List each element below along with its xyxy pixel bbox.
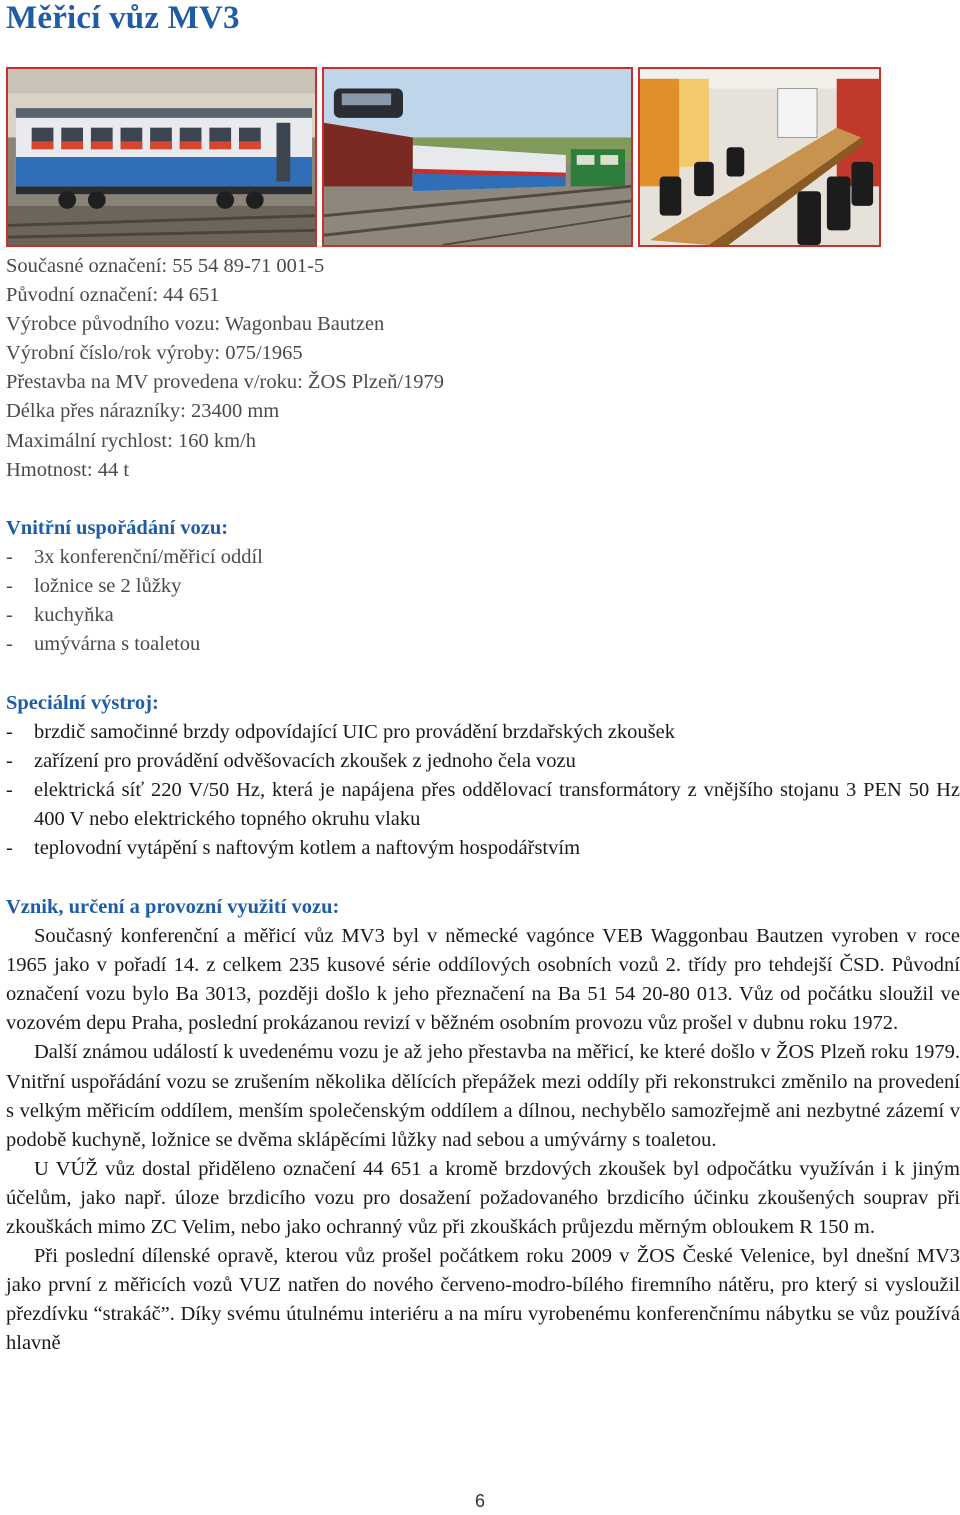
train-consist-photo (322, 67, 633, 247)
list-item: - umývárna s toaletou (6, 633, 201, 656)
spec-serial-year: Výrobní číslo/rok výroby: 075/1965 (6, 342, 303, 365)
spec-weight: Hmotnost: 44 t (6, 458, 130, 481)
list-item: - elektrická síť 220 V/50 Hz, která je napájena přes oddělovací transformátory z vnějšího stojanu 3 PEN 50 Hz 400 V nebo elektrického topného okruhu vlaku (6, 779, 960, 831)
list-item: - zařízení pro provádění odvěšovacích zkoušek z jednoho čela vozu (6, 750, 576, 773)
history-paragraph: Při poslední dílenské opravě, kterou vůz prošel počátkem roku 2009 v ŽOS České Velenice, byl dnešní MV3 jako první z měřicích vozů VUZ natřen do nového červeno-modro-bílého firemního nátěru, pro který si vysloužil přezdívku “strakáč”. Díky svému útulnému interiéru a na míru vyrobenému konferenčnímu nábytku se vůz používá hlavně (6, 1245, 960, 1355)
history-paragraph: Další známou událostí k uvedenému vozu je až jeho přestavba na měřicí, ke které došlo v ŽOS Plzeň roku 1979. Vnitřní uspořádání vozu se zrušením několika dělících přepážek mezi oddíly při rekonstrukci změnilo na provedení s velkým měřicím oddílem, menším společenským oddílem a dílnou, nechybělo samozřejmě ani nezbytné zázemí v podobě kuchyně, ložnice se dvěma sklápěcími lůžky nad sebou a umývárny s toaletou. (6, 1041, 960, 1151)
spec-list (6, 252, 444, 485)
list-item: - kuchyňka (6, 604, 114, 627)
exterior-side-photo (6, 67, 317, 247)
page-title: Měřicí vůz MV3 (6, 0, 240, 36)
history-section (6, 893, 960, 1359)
history-heading: Vznik, určení a provozní využití vozu: (6, 896, 340, 918)
spec-conversion: Přestavba na MV provedena v/roku: ŽOS Plzeň/1979 (6, 371, 445, 394)
spec-current-designation: Současné označení: 55 54 89-71 001-5 (6, 255, 325, 277)
equipment-section (6, 689, 960, 864)
list-item: - ložnice se 2 lůžky (6, 575, 182, 598)
list-item: - teplovodní vytápění s naftovým kotlem a naftovým hospodářstvím (6, 837, 581, 860)
list-item: - brzdič samočinné brzdy odpovídající UIC pro provádění brzdařských zkoušek (6, 721, 675, 744)
spec-length: Délka přes nárazníky: 23400 mm (6, 400, 280, 423)
page-number: 6 (474, 1491, 485, 1511)
equipment-heading: Speciální výstroj: (6, 692, 159, 714)
conference-interior-photo (638, 67, 881, 247)
spec-original-designation: Původní označení: 44 651 (6, 284, 220, 307)
spec-manufacturer: Výrobce původního vozu: Wagonbau Bautzen (6, 313, 385, 336)
history-paragraph: Současný konferenční a měřicí vůz MV3 byl v německé vagónce VEB Waggonbau Bautzen vyroben v roce 1965 jako v pořadí 14. z celkem 235 kusové série oddílových osobních vozů 2. třídy pro tehdejší ČSD. Původní označení vozu bylo Ba 3013, později došlo k jeho přeznačení na Ba 51 54 20-80 013. Vůz od počátku sloužil ve vozovém depu Praha, poslední prokázanou revizí v běžném osobním provozu vůz prošel v dubnu roku 1972. (6, 925, 960, 1035)
layout-heading: Vnitřní uspořádání vozu: (6, 517, 229, 539)
history-paragraph: U VÚŽ vůz dostal přiděleno označení 44 651 a kromě brzdových zkoušek byl odpočátku využíván i k jiným účelům, jako např. úloze brzdicího vozu pro dosažení požadovaného brzdicího účinku zkoušených souprav při zkouškách mimo ZC Velim, nebo jako ochranný vůz při zkouškách průjezdu měrným obloukem R 150 m. (6, 1157, 960, 1239)
spec-max-speed: Maximální rychlost: 160 km/h (6, 429, 256, 452)
list-item: - 3x konferenční/měřicí oddíl (6, 546, 263, 569)
layout-section (6, 514, 263, 659)
